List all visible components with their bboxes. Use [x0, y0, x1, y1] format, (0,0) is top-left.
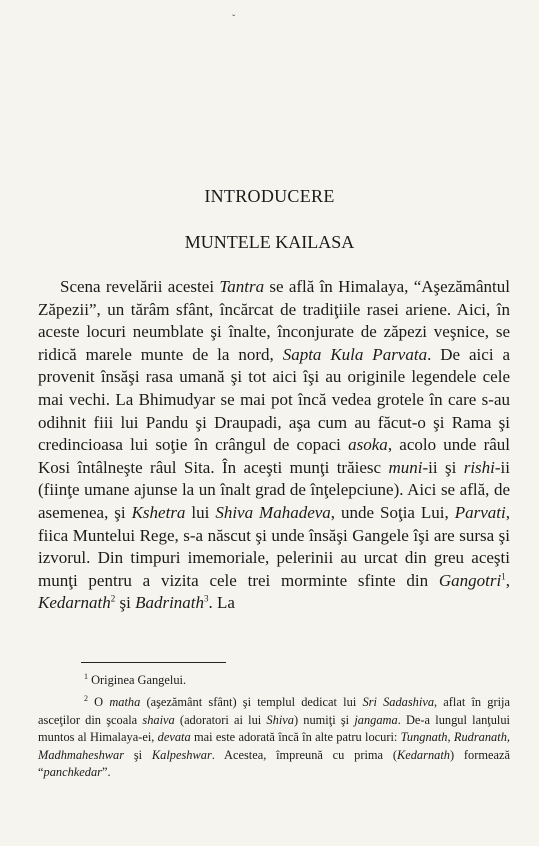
- text-run: Originea Gangelui.: [88, 673, 187, 687]
- text-run: . La: [208, 593, 235, 613]
- footnote-separator: [81, 662, 226, 663]
- footnote-reference: 1: [501, 571, 506, 582]
- text-run: ) formează “: [38, 747, 510, 780]
- footnote-2: [38, 694, 510, 781]
- scan-speck: ˇ: [232, 14, 236, 25]
- italic-term: Shiva Mahadeva: [215, 502, 331, 522]
- italic-term: Parvati: [454, 502, 506, 522]
- text-run: . De aici a provenit însăşi rasa umană şi tot aici îşi au originile legendele cele mai vechi. La Bhimudyar se mai pot încă vedea grotele în care s-au odihnit fiii lui Pandu şi Draupadi, aşa cum au făcut-o şi Rama şi credincioasa lui soţie în crângul de copaci: [38, 344, 511, 455]
- section-title: MUNTELE KAILASA: [184, 232, 355, 252]
- italic-term: rishi: [463, 457, 495, 477]
- chapter-title: INTRODUCERE: [204, 186, 335, 206]
- italic-term: jangama: [354, 712, 398, 727]
- text-run: -ii şi: [422, 457, 464, 477]
- text-run: , acolo unde râul Kosi întâlneşte râul Sita. În aceşti munţi trăiesc: [38, 435, 511, 477]
- italic-term: Kshetra: [131, 502, 186, 522]
- text-run: ,: [505, 570, 510, 590]
- italic-term: muni: [388, 457, 423, 477]
- italic-term: Sri Sadashiva: [362, 695, 435, 710]
- italic-term: asoka: [348, 435, 388, 455]
- italic-term: matha: [109, 695, 141, 710]
- italic-term: Kalpeshwar: [151, 747, 212, 762]
- italic-term: Sapta Kula Parvata: [282, 344, 428, 364]
- italic-term: panchkedar: [43, 765, 102, 780]
- italic-term: shaiva: [142, 712, 175, 727]
- text-run: lui: [185, 502, 216, 522]
- italic-term: Tungnath, Rudranath, Madhmaheshwar: [38, 730, 510, 762]
- text-run: se află în Himalaya, “Aşezământul Zăpezii”, un tărâm sfânt, încărcat de tradiţiile rasei ariene. Aici, în aceste locuri neumblate şi înalte, înconjurate de zăpezi veşnice, se ridică marele munte de la nord,: [38, 277, 511, 364]
- text-run: , fiica Muntelui Rege, s-a născut şi unde însăşi Gangele îşi are sursa şi izvorul. Din timpuri imemoriale, pelerinii au urcat din greu aceşti munţi pentru a vizita cele trei morminte sfinte din: [38, 502, 510, 590]
- text-run: (aşezământ sfânt) şi templul dedicat lui: [140, 695, 363, 710]
- footnote-1: [38, 672, 510, 689]
- text-run: Scena revelării acestei: [60, 277, 220, 296]
- italic-term: Badrinath: [135, 593, 205, 613]
- text-run: . De-a lungul lanţului muntos al Himalaya-ei,: [38, 712, 510, 745]
- footnote-reference: 1: [84, 671, 88, 681]
- text-run: ) numiţi şi: [293, 712, 355, 727]
- italic-term: devata: [157, 730, 191, 745]
- footnote-reference: 2: [84, 694, 88, 704]
- text-run: şi: [115, 593, 136, 613]
- italic-term: Kedarnath: [396, 747, 450, 762]
- footnote-reference: 3: [204, 593, 209, 604]
- italic-term: Kedarnath: [38, 593, 111, 613]
- text-run: (adoratori ai lui: [174, 712, 267, 727]
- text-run: ”.: [102, 765, 111, 780]
- text-run: , unde Soţia Lui,: [330, 502, 455, 522]
- italic-term: Gangotri: [438, 570, 502, 590]
- text-run: -ii (fiinţe umane ajunse la un înalt grad de înţelepciune). Aici se află, de asemenea, şi: [38, 457, 510, 522]
- body-paragraph: [38, 276, 510, 615]
- text-run: mai este adorată încă în alte patru locuri:: [190, 730, 401, 745]
- text-run: şi: [124, 747, 152, 762]
- italic-term: Shiva: [266, 712, 294, 727]
- text-run: O: [88, 695, 110, 710]
- footnotes: [38, 672, 510, 786]
- footnote-reference: 2: [110, 593, 116, 604]
- text-run: . Acestea, împreună cu prima (: [211, 747, 397, 762]
- italic-term: Tantra: [219, 277, 265, 296]
- text-run: , aflat în grija asceţilor din şcoala: [38, 695, 510, 727]
